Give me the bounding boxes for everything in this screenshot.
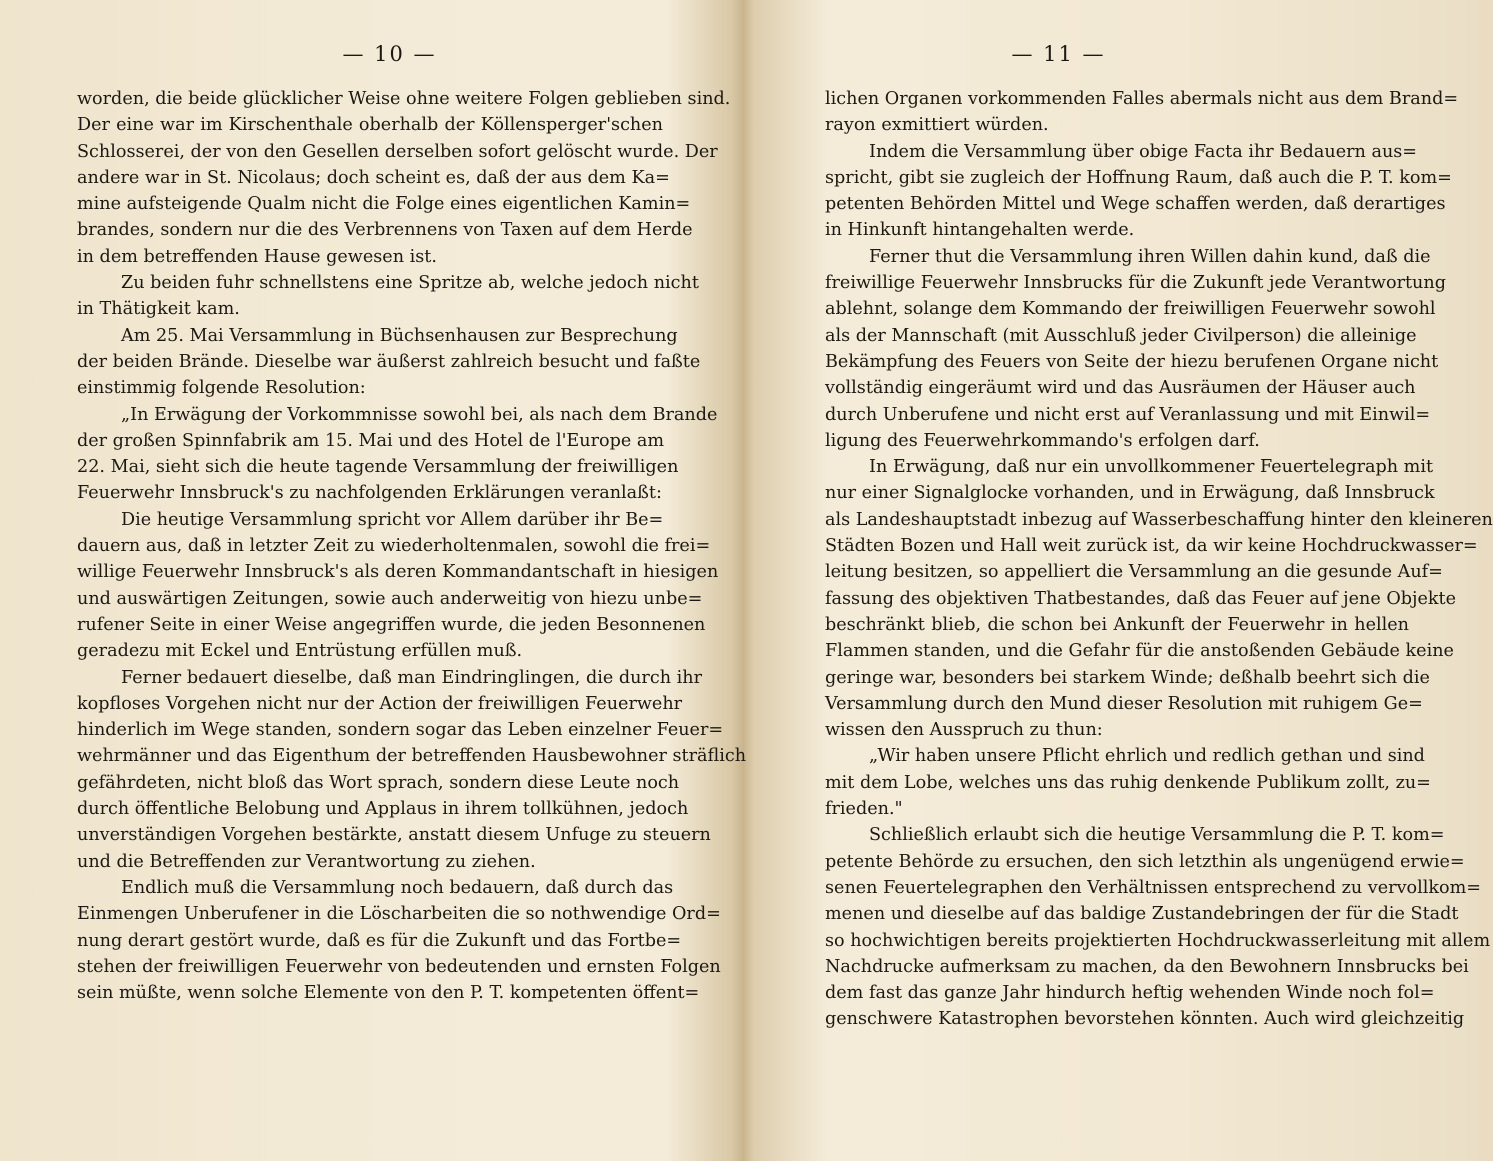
text-line: geringe war, besonders bei starkem Winde; deßhalb beehrt sich die (825, 667, 1430, 688)
text-line: andere war in St. Nicolaus; doch scheint es, daß der aus dem Ka= (77, 167, 670, 188)
text-line: freiwillige Feuerwehr Innsbrucks für die Zukunft jede Verantwortung (825, 273, 1446, 294)
text-line: 22. Mai, sieht sich die heute tagende Versammlung der freiwilligen (77, 457, 679, 478)
text-line: und die Betreffenden zur Verantwortung zu ziehen. (77, 851, 536, 872)
text-line: vollständig eingeräumt wird und das Ausräumen der Häuser auch (825, 378, 1416, 399)
text-line: Schließlich erlaubt sich die heutige Versammlung die P. T. kom= (869, 825, 1445, 846)
text-line: kopfloses Vorgehen nicht nur der Action der freiwilligen Feuerwehr (77, 693, 683, 714)
text-line: senen Feuertelegraphen den Verhältnissen entsprechend zu vervollkom= (825, 877, 1482, 898)
text-line: spricht, gibt sie zugleich der Hoffnung Raum, daß auch die P. T. kom= (825, 167, 1452, 188)
text-line: rayon exmittiert würden. (825, 115, 1049, 136)
text-line: geradezu mit Eckel und Entrüstung erfüllen muß. (77, 641, 523, 662)
text-line: Endlich muß die Versammlung noch bedauern, daß durch das (121, 877, 674, 898)
text-line: Der eine war im Kirschenthale oberhalb der Köllensperger'schen (77, 115, 663, 136)
text-line: wehrmänner und das Eigenthum der betreffenden Hausbewohner sträflich (77, 746, 747, 767)
text-line: „In Erwägung der Vorkommnisse sowohl bei, als nach dem Brande (121, 404, 718, 425)
text-line: petenten Behörden Mittel und Wege schaffen werden, daß derartiges (825, 194, 1446, 215)
text-line: worden, die beide glücklicher Weise ohne weitere Folgen geblieben sind. (77, 89, 731, 109)
text-line: in Thätigkeit kam. (77, 299, 240, 320)
page-body (825, 86, 1493, 1033)
text-line: willige Feuerwehr Innsbruck's als deren Kommandantschaft in hiesigen (77, 562, 719, 583)
text-line: der großen Spinnfabrik am 15. Mai und des Hotel de l'Europe am (77, 430, 665, 451)
text-line: stehen der freiwilligen Feuerwehr von bedeutenden und ernsten Folgen (77, 956, 721, 977)
text-line: „Wir haben unsere Pflicht ehrlich und redlich gethan und sind (869, 746, 1425, 767)
text-line: fassung des objektiven Thatbestandes, daß das Feuer auf jene Objekte (825, 588, 1457, 609)
text-line: einstimmig folgende Resolution: (77, 378, 366, 399)
text-line: frieden." (825, 799, 903, 820)
text-line: durch öffentliche Belobung und Applaus in ihrem tollkühnen, jedoch (77, 799, 689, 820)
text-line: unverständigen Vorgehen bestärkte, anstatt diesem Unfuge zu steuern (77, 825, 711, 846)
page-body (77, 86, 747, 1006)
text-line: ligung des Feuerwehrkommando's erfolgen darf. (825, 430, 1260, 451)
text-line: durch Unberufene und nicht erst auf Veranlassung und mit Einwil= (825, 404, 1431, 425)
text-line: Ferner bedauert dieselbe, daß man Eindringlingen, die durch ihr (121, 667, 702, 688)
text-line: in dem betreffenden Hause gewesen ist. (77, 246, 437, 267)
text-line: rufener Seite in einer Weise angegriffen wurde, die jeden Besonnenen (77, 614, 706, 635)
page-number: — 11 — (1011, 42, 1106, 66)
text-line: nung derart gestört wurde, daß es für die Zukunft und das Fortbe= (77, 930, 682, 951)
text-line: Am 25. Mai Versammlung in Büchsenhausen zur Besprechung (121, 325, 678, 346)
text-line: Flammen standen, und die Gefahr für die anstoßenden Gebäude keine (825, 641, 1454, 662)
text-line: und auswärtigen Zeitungen, sowie auch anderweitig von hiezu unbe= (77, 588, 703, 609)
page-number: — 10 — (342, 42, 437, 66)
text-line: leitung besitzen, so appelliert die Versammlung an die gesunde Auf= (825, 562, 1443, 583)
text-line: mit dem Lobe, welches uns das ruhig denkende Publikum zollt, zu= (825, 772, 1431, 793)
text-line: gefährdeten, nicht bloß das Wort sprach, sondern diese Leute noch (77, 772, 680, 793)
text-line: Einmengen Unberufener in die Löscharbeiten die so nothwendige Ord= (77, 904, 721, 925)
text-line: hinderlich im Wege standen, sondern sogar das Leben einzelner Feuer= (77, 720, 724, 741)
text-line: Schlosserei, der von den Gesellen derselben sofort gelöscht wurde. Der (77, 141, 718, 162)
text-line: als Landeshauptstadt inbezug auf Wasserbeschaffung hinter den kleineren (825, 509, 1493, 530)
text-line: Nachdrucke aufmerksam zu machen, da den Bewohnern Innsbrucks bei (825, 956, 1469, 977)
text-line: Versammlung durch den Mund dieser Resolution mit ruhigem Ge= (825, 693, 1423, 714)
text-line: in Hinkunft hintangehalten werde. (825, 220, 1135, 241)
text-line: so hochwichtigen bereits projektierten Hochdruckwasserleitung mit allem (825, 930, 1491, 951)
text-line: In Erwägung, daß nur ein unvollkommener Feuertelegraph mit (869, 457, 1434, 478)
text-line: beschränkt blieb, die schon bei Ankunft der Feuerwehr in hellen (825, 614, 1409, 635)
text-line: Städten Bozen und Hall weit zurück ist, da wir keine Hochdruckwasser= (825, 536, 1478, 557)
text-line: als der Mannschaft (mit Ausschluß jeder Civilperson) die alleinige (825, 325, 1417, 346)
right-page (739, 0, 1493, 1161)
text-line: wissen den Ausspruch zu thun: (825, 720, 1103, 741)
text-line: Die heutige Versammlung spricht vor Allem darüber ihr Be= (121, 509, 664, 530)
text-line: sein müßte, wenn solche Elemente von den P. T. kompetenten öffent= (77, 983, 700, 1004)
text-line: Feuerwehr Innsbruck's zu nachfolgenden Erklärungen veranlaßt: (77, 483, 662, 504)
text-line: nur einer Signalglocke vorhanden, und in Erwägung, daß Innsbruck (825, 483, 1435, 504)
text-line: petente Behörde zu ersuchen, den sich letzthin als ungenügend erwie= (825, 851, 1465, 872)
text-line: der beiden Brände. Dieselbe war äußerst zahlreich besucht und faßte (77, 351, 701, 372)
text-line: Indem die Versammlung über obige Facta ihr Bedauern aus= (869, 141, 1418, 162)
text-line: lichen Organen vorkommenden Falles abermals nicht aus dem Brand= (825, 89, 1459, 109)
text-line: Ferner thut die Versammlung ihren Willen dahin kund, daß die (869, 246, 1431, 267)
text-line: dem fast das ganze Jahr hindurch heftig wehenden Winde noch fol= (825, 983, 1435, 1004)
text-line: brandes, sondern nur die des Verbrennens von Taxen auf dem Herde (77, 220, 693, 241)
text-line: ablehnt, solange dem Kommando der freiwilligen Feuerwehr sowohl (825, 299, 1436, 320)
text-line: menen und dieselbe auf das baldige Zustandebringen der für die Stadt (825, 904, 1459, 925)
text-line: mine aufsteigende Qualm nicht die Folge eines eigentlichen Kamin= (77, 194, 691, 215)
text-line: genschwere Katastrophen bevorstehen könnten. Auch wird gleichzeitig (825, 1009, 1465, 1030)
text-line: Bekämpfung des Feuers von Seite der hiezu berufenen Organe nicht (825, 351, 1439, 372)
text-line: Zu beiden fuhr schnellstens eine Spritze ab, welche jedoch nicht (121, 273, 699, 294)
text-line: dauern aus, daß in letzter Zeit zu wiederholtenmalen, sowohl die frei= (77, 536, 711, 557)
